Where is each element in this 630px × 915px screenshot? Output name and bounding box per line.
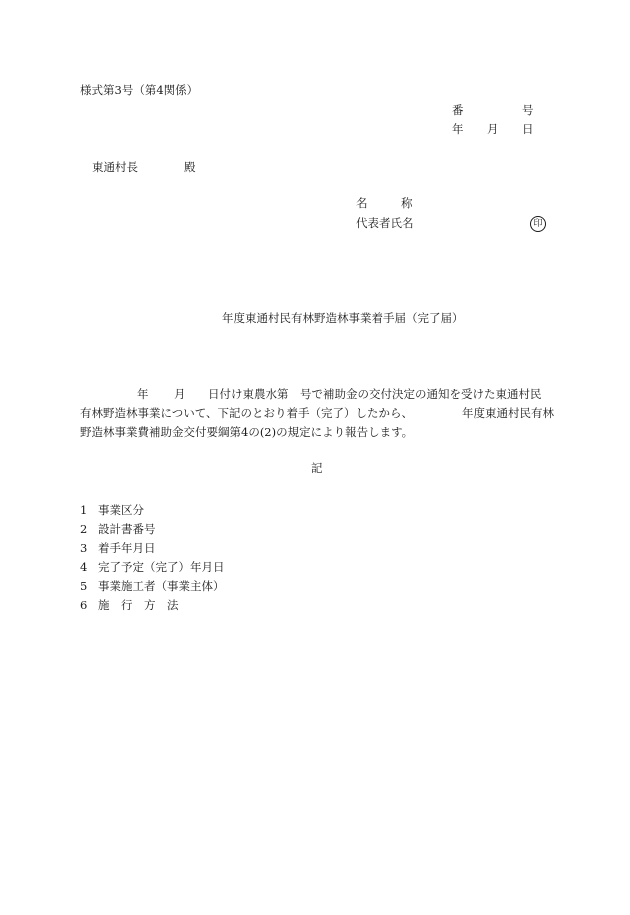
item-label: 施 行 方 法: [98, 598, 179, 612]
item-label: 事業施工者（事業主体）: [98, 579, 225, 593]
body-paragraph: [80, 385, 560, 442]
document-title: 年度東通村民有林野造林事業着手届（完了届）: [222, 311, 464, 325]
item-label: 完了予定（完了）年月日: [98, 560, 225, 574]
list-item: [80, 521, 156, 537]
body-line-2-text: 有林野造林事業について、下記のとおり着手（完了）したから、: [80, 406, 414, 420]
item-number: 4: [80, 560, 88, 574]
date-day-label: 日: [522, 122, 534, 136]
addressee-honorific: 殿: [184, 160, 196, 174]
date-month-label: 月: [487, 122, 499, 136]
body-line-2-end: 年度東通村民有林: [462, 406, 554, 420]
item-label: 設計書番号: [98, 522, 156, 536]
list-item: [80, 559, 225, 575]
representative-name-label: 代表者氏名: [356, 216, 414, 230]
seal-icon: 印: [530, 216, 546, 232]
list-item: [80, 597, 179, 613]
item-number: 1: [80, 503, 88, 517]
number-label-ban: 番: [452, 103, 464, 117]
item-number: 5: [80, 579, 88, 593]
item-number: 3: [80, 541, 88, 555]
number-label-go: 号: [522, 103, 534, 117]
body-line-3-text: 野造林事業費補助金交付要綱第4の(2)の規定により報告します。: [80, 425, 414, 439]
item-number: 2: [80, 522, 88, 536]
body-month: 月: [174, 387, 186, 401]
applicant-name-label-1: 名: [356, 196, 368, 210]
body-year: 年: [137, 387, 149, 401]
list-item: [80, 578, 225, 594]
applicant-name-label-2: 称: [401, 196, 413, 210]
item-number: 6: [80, 598, 88, 612]
body-line-1-text: 日付け東農水第 号で補助金の交付決定の通知を受けた東通村民: [208, 387, 542, 401]
list-item: [80, 540, 156, 556]
body-line-3: [80, 423, 560, 442]
ki-heading: 記: [311, 461, 323, 475]
date-year-label: 年: [452, 122, 464, 136]
addressee-name: 東通村長: [92, 160, 138, 174]
form-label: 様式第3号（第4関係）: [80, 83, 199, 97]
body-line-2: [80, 404, 560, 423]
seal-mark: [530, 216, 546, 232]
body-line-1: [80, 385, 560, 404]
list-item: [80, 502, 144, 518]
item-label: 事業区分: [98, 503, 144, 517]
item-label: 着手年月日: [98, 541, 156, 555]
